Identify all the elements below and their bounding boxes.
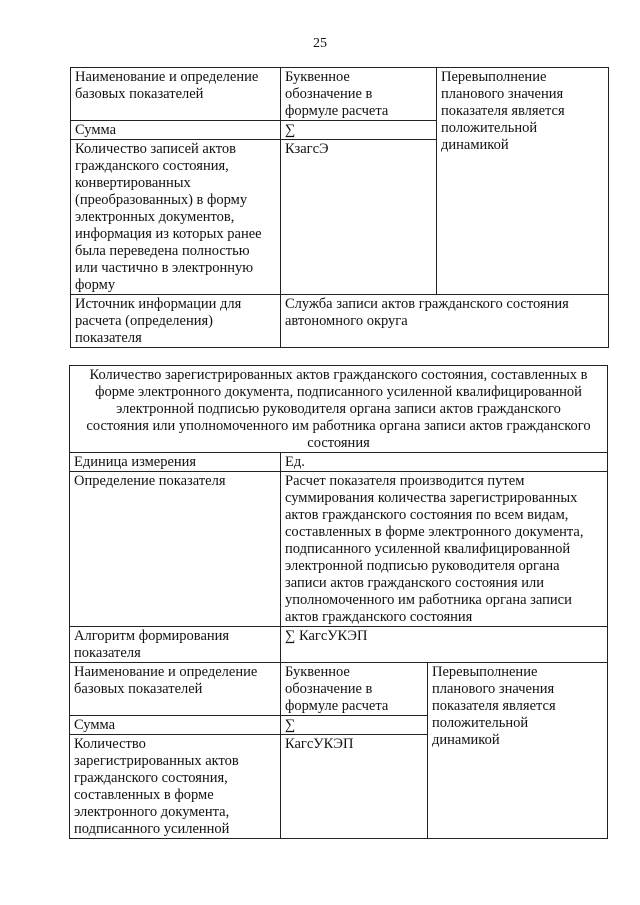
header-indicator-name: Наименование и определение базовых показателей (70, 663, 281, 716)
header-letter-designation: Буквенное обозначение в формуле расчета (281, 68, 437, 121)
algorithm-row (70, 627, 608, 663)
sum-label: Сумма (71, 121, 281, 140)
table-header-row (71, 68, 609, 121)
indicator-symbol: КзагсЭ (281, 140, 437, 295)
unit-label: Единица измерения (70, 453, 281, 472)
base-indicators-table (70, 67, 609, 348)
unit-value: Ед. (281, 453, 608, 472)
sum-label: Сумма (70, 716, 281, 735)
sum-symbol: ∑ (281, 121, 437, 140)
page-number: 25 (313, 36, 327, 51)
algorithm-label: Алгоритм формирования показателя (70, 627, 281, 663)
table-header-row (70, 663, 608, 716)
header-dynamics-note: Перевыполнение планового значения показателя является положительной динамикой (437, 68, 609, 295)
indicator-title-row (70, 366, 608, 453)
indicator-symbol: КагсУКЭП (281, 735, 428, 839)
definition-value: Расчет показателя производится путем суммирования количества зарегистрированных актов гражданского состояния по всем видам, составленных в форме электронного документа, подписанного усиленной квалифицированной электронной подписью руководителя органа записи актов гражданского состояния или уполномоченного им работника органа записи актов гражданского состояния (281, 472, 608, 627)
source-label: Источник информации для расчета (определения) показателя (71, 295, 281, 348)
source-row (71, 295, 609, 348)
header-indicator-name: Наименование и определение базовых показателей (71, 68, 281, 121)
indicator-name: Количество зарегистрированных актов гражданского состояния, составленных в форме электронного документа, подписанного усиленной (70, 735, 281, 839)
definition-row (70, 472, 608, 627)
algorithm-value: ∑ КагсУКЭП (281, 627, 608, 663)
indicator-title: Количество зарегистрированных актов гражданского состояния, составленных в форме электронного документа, подписанного усиленной квалифицированной электронной подписью руководителя органа записи актов гражданского состояния или уполномоченного им работника органа записи актов гражданского состояния (70, 366, 608, 453)
source-value: Служба записи актов гражданского состояния автономного округа (281, 295, 609, 348)
indicator-name: Количество записей актов гражданского состояния, конвертированных (преобразованных) в форму электронных документов, информация из которых ранее была переведена полностью или частично в электронную форму (71, 140, 281, 295)
header-dynamics-note: Перевыполнение планового значения показателя является положительной динамикой (428, 663, 608, 839)
unit-row (70, 453, 608, 472)
definition-label: Определение показателя (70, 472, 281, 627)
header-letter-designation: Буквенное обозначение в формуле расчета (281, 663, 428, 716)
indicator-passport-table (69, 365, 608, 839)
sum-symbol: ∑ (281, 716, 428, 735)
